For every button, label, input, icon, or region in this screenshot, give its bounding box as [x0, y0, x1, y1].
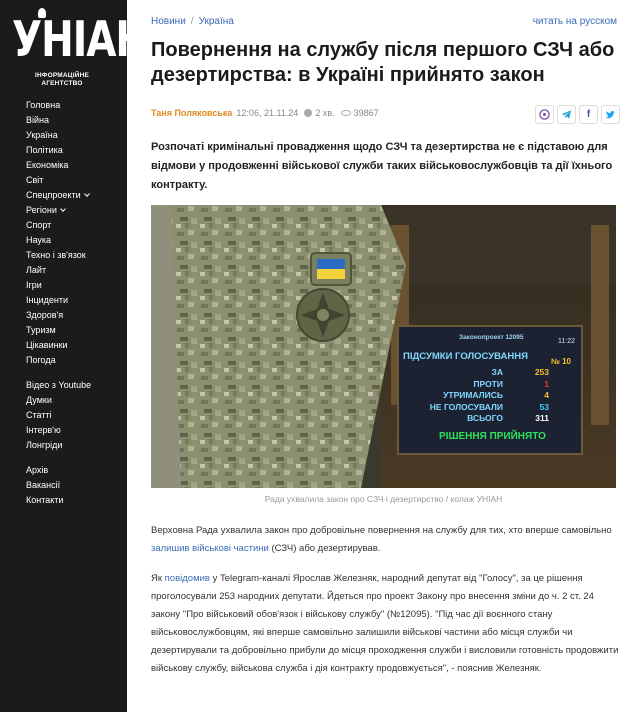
vote-row — [403, 367, 549, 379]
sidebar-item-label: Спецпроекти — [26, 190, 81, 200]
vote-row — [403, 379, 549, 391]
sidebar-item-7[interactable] — [26, 203, 91, 218]
sidebar-item-8[interactable] — [26, 218, 91, 233]
publish-datetime: 12:06, 21.11.24 — [236, 108, 299, 118]
board-number: № 10 — [550, 357, 571, 366]
article-lead: Розпочаті кримінальні провадження щодо СЗЧ та дезертирства не є підставою для відмови у продовженні військової служби таких військовослужбовців та дії їхнього контракту. — [151, 141, 613, 191]
logo-text: УНІАН — [12, 12, 148, 69]
sidebar-item-2[interactable] — [26, 408, 91, 423]
sidebar-item-label: Вакансії — [26, 480, 61, 490]
vote-value: 311 — [535, 413, 549, 423]
sidebar-item-label: Економіка — [26, 160, 69, 170]
sidebar-item-0[interactable] — [26, 378, 91, 393]
sidebar-item-label: Інтерв'ю — [26, 425, 61, 435]
breadcrumb-separator: / — [190, 16, 194, 27]
sidebar-item-2[interactable] — [26, 128, 91, 143]
viber-icon[interactable] — [535, 105, 554, 124]
sidebar — [0, 0, 148, 712]
article-title: Повернення на службу після першого СЗЧ або дезертирства: в Україні прийнято закон — [151, 39, 615, 86]
sidebar-item-1[interactable] — [26, 113, 91, 128]
sidebar-item-label: Погода — [26, 355, 56, 365]
vote-label: ЗА — [491, 367, 503, 377]
sidebar-item-1[interactable] — [26, 393, 91, 408]
sidebar-item-label: Контакти — [26, 495, 64, 505]
sidebar-item-label: Техно і зв'язок — [26, 250, 86, 260]
sidebar-item-label: Ігри — [26, 280, 42, 290]
vote-value: 253 — [534, 367, 549, 377]
board-time: 11:22 — [558, 338, 575, 345]
photo-caption: Рада ухвалила закон про СЗЧ і дезертирство / колаж УНІАН — [264, 494, 503, 504]
logo-subtitle-2: АГЕНТСТВО — [41, 80, 83, 87]
sidebar-item-label: Цікавинки — [26, 340, 68, 350]
sidebar-item-12[interactable] — [26, 278, 91, 293]
sidebar-item-2[interactable] — [26, 493, 91, 508]
p1-text-b: (СЗЧ) або дезертирував. — [268, 543, 381, 554]
sidebar-item-9[interactable] — [26, 233, 91, 248]
vote-rows — [403, 367, 549, 425]
nav-spacer — [26, 368, 91, 378]
breadcrumb — [151, 16, 234, 27]
board-header: Законопроект 12095 — [459, 334, 524, 341]
sidebar-item-label: Інциденти — [26, 295, 69, 305]
vote-value: 1 — [544, 378, 549, 389]
sidebar-item-label: Лайт — [26, 265, 47, 275]
sidebar-item-1[interactable] — [26, 478, 91, 493]
vote-board — [397, 325, 583, 455]
logo[interactable] — [12, 8, 148, 88]
sidebar-item-11[interactable] — [26, 263, 91, 278]
sidebar-item-label: Головна — [26, 100, 61, 110]
chevron-down-icon — [60, 206, 66, 212]
board-title: ПІДСУМКИ ГОЛОСУВАННЯ — [403, 351, 528, 362]
chevron-down-icon — [84, 191, 90, 197]
sidebar-item-16[interactable] — [26, 338, 91, 353]
eye-icon — [341, 110, 351, 116]
sidebar-item-17[interactable] — [26, 353, 91, 368]
sidebar-item-label: Україна — [26, 130, 58, 140]
article-paragraph-1 — [151, 522, 621, 558]
breadcrumb-news[interactable]: Новини — [151, 16, 186, 27]
sidebar-item-label: Відео з Youtube — [26, 380, 92, 390]
sidebar-item-label: Здоров'я — [26, 310, 64, 320]
p2-text-b: у Telegram-каналі Ярослав Железняк, народний депутат від "Голосу", за це рішення проголосували 253 народних депутати. Йдеться про проект Закону про внесення зміни до ч. 2 ст. 24 закону "Про військовий обов'язок і військову службу" (№12095). "Під час дії воєнного стану військовослужбовцям, які вперше самовільно залишили військові частини або місця служби чи дезертирували та добровільно прибули до місця проходження служби і висловили готовність продовжити військову службу, військова служба і дія контракту продовжується", - пояснив Железняк. — [151, 573, 619, 674]
sidebar-item-label: Світ — [26, 175, 44, 185]
sidebar-item-3[interactable] — [26, 423, 91, 438]
facebook-icon[interactable]: f — [579, 105, 598, 124]
sidebar-item-label: Туризм — [26, 325, 56, 335]
sidebar-item-13[interactable] — [26, 293, 91, 308]
vote-row — [403, 390, 549, 402]
sidebar-item-label: Політика — [26, 145, 63, 155]
sidebar-item-label: Регіони — [26, 205, 57, 215]
board-result: РІШЕННЯ ПРИЙНЯТО — [439, 431, 546, 442]
sidebar-item-3[interactable] — [26, 143, 91, 158]
read-time: 2 хв. — [315, 108, 335, 118]
vote-row — [403, 413, 549, 425]
vote-row — [403, 402, 549, 414]
sidebar-item-5[interactable] — [26, 173, 91, 188]
sidebar-item-label: Війна — [26, 115, 50, 125]
sidebar-item-15[interactable] — [26, 323, 91, 338]
telegram-icon[interactable] — [557, 105, 576, 124]
p1-link[interactable]: залишив військові частини — [151, 543, 269, 554]
p2-text-a: Як — [151, 573, 165, 584]
sidebar-item-label: Наука — [26, 235, 52, 245]
sidebar-item-label: Думки — [26, 395, 52, 405]
nav-spacer — [26, 453, 91, 463]
p2-link[interactable]: повідомив — [164, 573, 210, 584]
vote-label: НЕ ГОЛОСУВАЛИ — [429, 401, 503, 412]
vote-label: УТРИМАЛИСЬ — [443, 390, 503, 400]
author-link[interactable]: Таня Поляковська — [151, 108, 233, 118]
vote-label: ВСЬОГО — [467, 413, 503, 423]
sidebar-item-label: Статті — [26, 410, 52, 420]
vote-label: ПРОТИ — [473, 378, 503, 389]
sidebar-item-label: Спорт — [26, 220, 52, 230]
article-paragraph-2 — [151, 570, 621, 678]
share-buttons — [535, 105, 620, 124]
sidebar-item-14[interactable] — [26, 308, 91, 323]
sidebar-item-6[interactable] — [26, 188, 91, 203]
vote-value: 4 — [544, 390, 549, 400]
vote-value: 53 — [539, 401, 549, 412]
twitter-icon[interactable] — [601, 105, 620, 124]
article-photo — [151, 205, 616, 488]
sidebar-item-4[interactable] — [26, 158, 91, 173]
sidebar-item-label: Архів — [26, 465, 49, 475]
views-count: 39867 — [353, 108, 379, 118]
sidebar-item-0[interactable] — [26, 98, 91, 113]
main-nav — [26, 98, 91, 508]
russian-version-link[interactable]: читать на русском — [532, 16, 617, 27]
sidebar-item-0[interactable] — [26, 463, 91, 478]
article-meta — [151, 108, 379, 118]
clock-icon — [304, 109, 312, 117]
sidebar-item-4[interactable] — [26, 438, 91, 453]
logo-subtitle-1: ІНФОРМАЦІЙНЕ — [34, 72, 90, 79]
sidebar-item-10[interactable] — [26, 248, 91, 263]
sidebar-item-label: Лонгріди — [26, 440, 63, 450]
breadcrumb-ukraine[interactable]: Україна — [198, 16, 234, 27]
p1-text-a: Верховна Рада ухвалила закон про добровільне повернення на службу для тих, хто вперше самовільно — [151, 525, 612, 536]
